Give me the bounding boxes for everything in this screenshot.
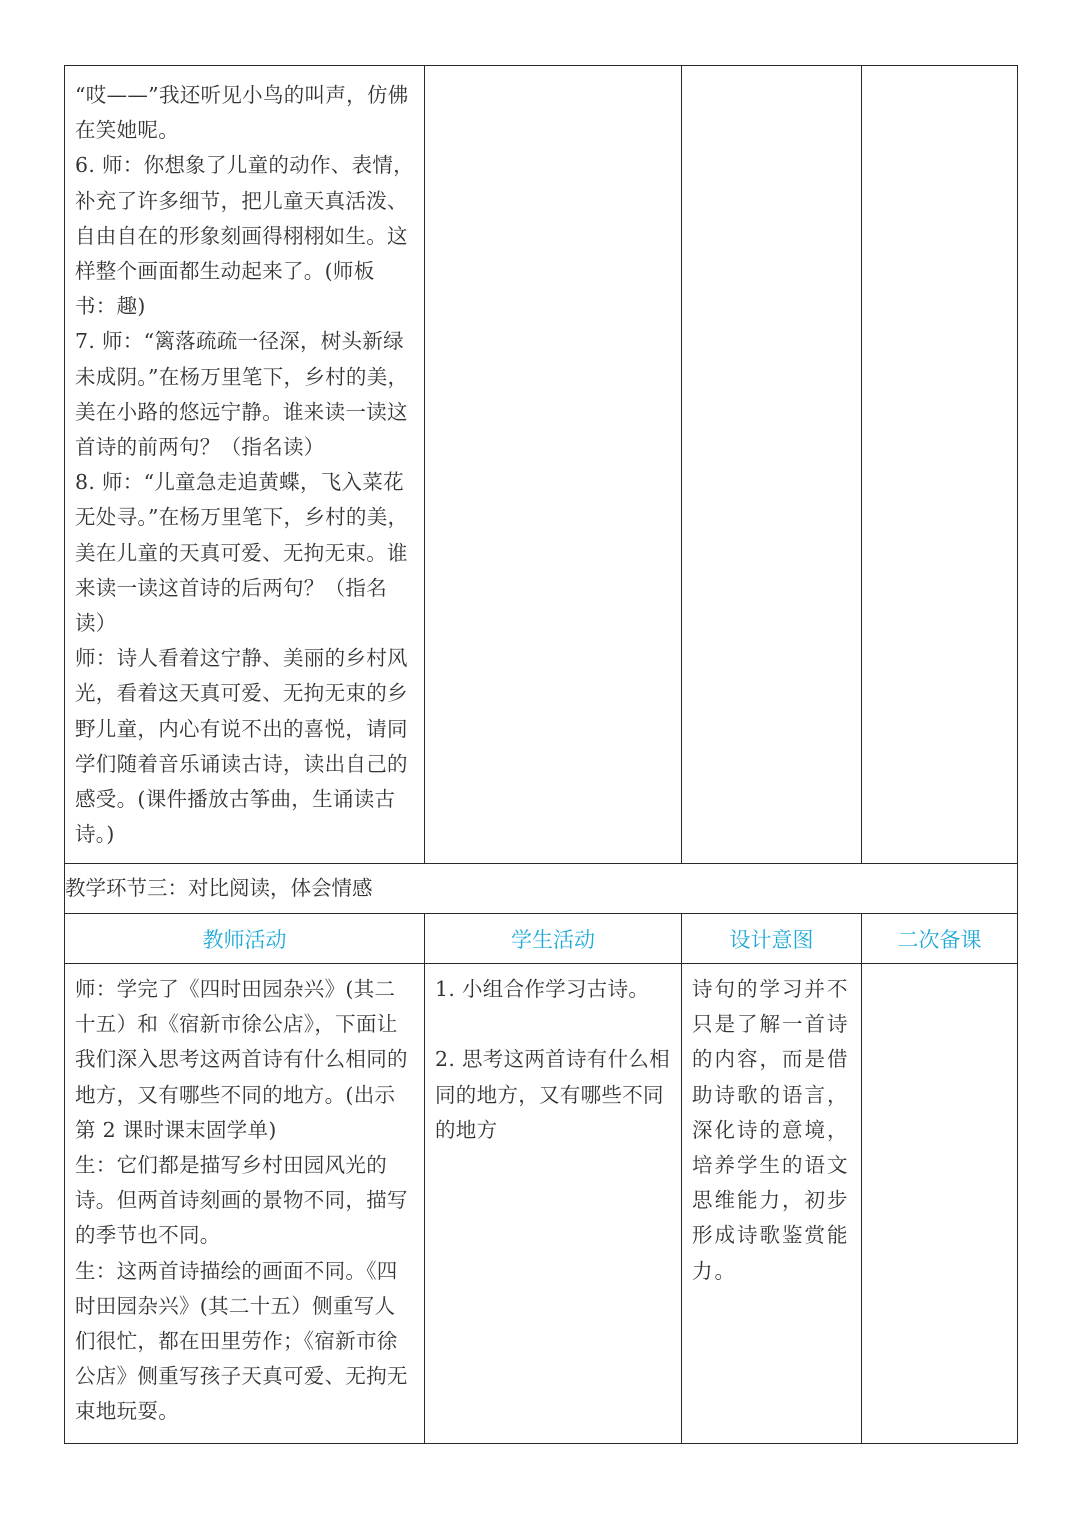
teacher-paragraph: 6. 师：你想象了儿童的动作、表情，补充了许多细节，把儿童天真活泼、自由自在的形象刻画得栩栩如生。这样整个画面都生动起来了。(师板书：趣) [75, 153, 414, 319]
teacher-paragraph: 8. 师：“儿童急走追黄蝶，飞入菜花无处寻。”在杨万里笔下，乡村的美，美在儿童的天真可爱、无拘无束。谁来读一读这首诗的后两句？（指名读） [75, 470, 409, 636]
header-design-intent: 设计意图 [682, 914, 862, 964]
design-intent-cell [682, 964, 862, 1444]
student-activity-cell [425, 964, 682, 1444]
header-row [65, 914, 1018, 964]
teacher-activity-cell [65, 964, 425, 1444]
student-item: 2. 思考这两首诗有什么相同的地方，又有哪些不同的地方 [435, 1047, 670, 1142]
design-intent-text: 诗句的学习并不只是了解一首诗的内容，而是借助诗歌的语言，深化诗的意境，培养学生的语文思维能力，初步形成诗歌鉴赏能力。 [692, 977, 850, 1283]
teacher-paragraph: “哎——”我还听见小鸟的叫声，仿佛在笑她呢。 [75, 83, 409, 143]
second-prep-cell [862, 66, 1018, 864]
student-activity-cell [425, 66, 682, 864]
student-item: 1. 小组合作学习古诗。 [435, 977, 650, 1001]
header-student-activity: 学生活动 [425, 914, 682, 964]
teacher-paragraph: 生：这两首诗描绘的画面不同。《四时田园杂兴》(其二十五）侧重写人们很忙，都在田里劳作；《宿新市徐公店》侧重写孩子天真可爱、无拘无束地玩耍。 [75, 1258, 408, 1424]
design-intent-cell [682, 66, 862, 864]
teacher-paragraph: 师：诗人看着这宁静、美丽的乡村风光，看着这天真可爱、无拘无束的乡野儿童，内心有说不出的喜悦，请同学们随着音乐诵读古诗，读出自己的感受。(课件播放古筝曲，生诵读古诗。) [75, 646, 408, 847]
spacer [435, 1007, 673, 1042]
teacher-paragraph: 7. 师：“篱落疏疏一径深，树头新绿未成阴。”在杨万里笔下，乡村的美，美在小路的悠远宁静。谁来读一读这首诗的前两句？（指名读） [75, 329, 409, 460]
teacher-paragraph: 师：学完了《四时田园杂兴》(其二十五）和《宿新市徐公店》，下面让我们深入思考这两首诗有什么相同的地方，又有哪些不同的地方。(出示第 2 课时课末固学单) [75, 977, 408, 1142]
second-prep-cell [862, 964, 1018, 1444]
section-row [65, 864, 1018, 914]
teacher-paragraph: 生：它们都是描写乡村田园风光的诗。但两首诗刻画的景物不同，描写的季节也不同。 [75, 1153, 408, 1248]
bottom-content-row [65, 964, 1018, 1444]
header-second-prep: 二次备课 [862, 914, 1018, 964]
top-content-row [65, 66, 1018, 864]
lesson-plan-table [64, 65, 1018, 1444]
header-teacher-activity: 教师活动 [65, 914, 425, 964]
teacher-activity-cell [65, 66, 425, 864]
section-title: 教学环节三：对比阅读，体会情感 [65, 864, 1018, 914]
